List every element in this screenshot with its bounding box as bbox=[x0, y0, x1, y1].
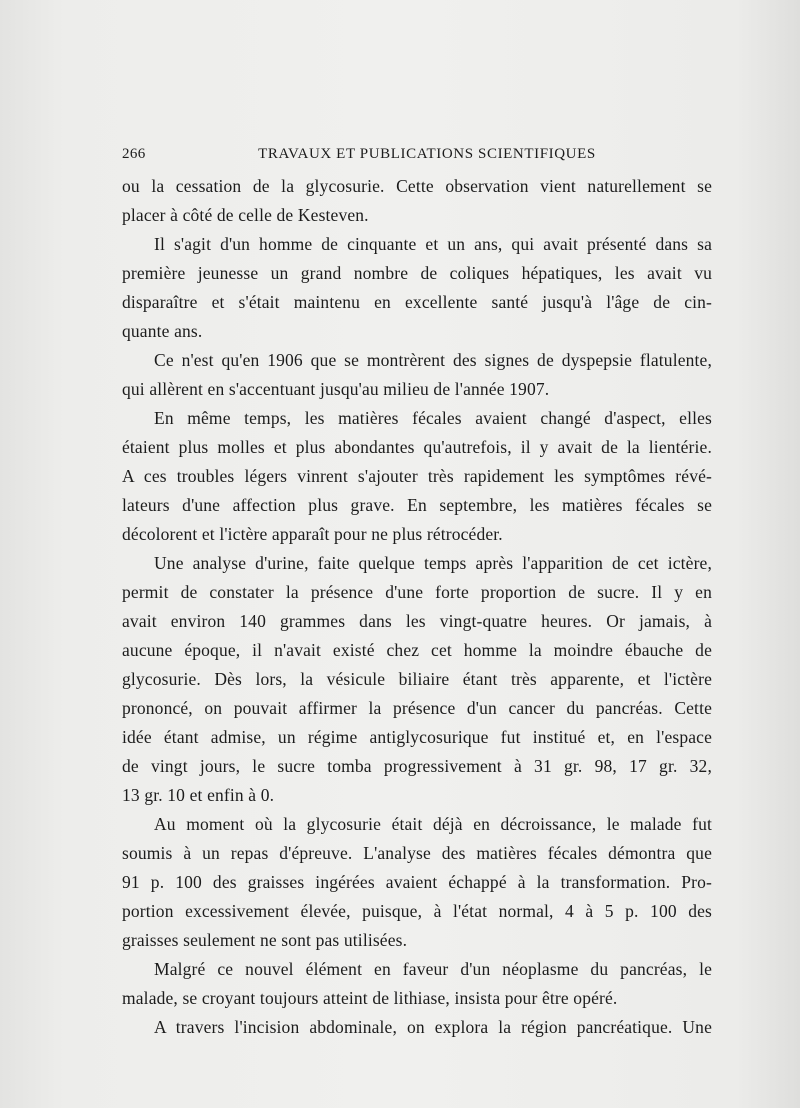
text-line: qui allèrent en s'accentuant jusqu'au milieu de l'année 1907. bbox=[122, 379, 550, 399]
text-line: ou la cessation de la glycosurie. Cette observation vient naturellement se bbox=[122, 176, 712, 196]
running-title: TRAVAUX ET PUBLICATIONS SCIENTIFIQUES bbox=[258, 146, 596, 162]
text-line: étaient plus molles et plus abondantes qu'autrefois, il y avait de la lientérie. bbox=[122, 437, 712, 457]
text-line: 13 gr. 10 et enfin à 0. bbox=[122, 785, 275, 805]
text-line: aucune époque, il n'avait existé chez cet homme la moindre ébauche de bbox=[122, 640, 712, 660]
text-line: soumis à un repas d'épreuve. L'analyse des matières fécales démontra que bbox=[122, 843, 712, 863]
text-line: En même temps, les matières fécales avaient changé d'aspect, elles bbox=[154, 408, 712, 428]
text-line: Une analyse d'urine, faite quelque temps après l'apparition de cet ictère, bbox=[154, 553, 712, 573]
text-line: Il s'agit d'un homme de cinquante et un ans, qui avait présenté dans sa bbox=[154, 234, 712, 254]
text-line: idée étant admise, un régime antiglycosurique fut institué et, en l'espace bbox=[122, 727, 712, 747]
text-line: graisses seulement ne sont pas utilisées. bbox=[122, 930, 408, 950]
text-line: quante ans. bbox=[122, 321, 203, 341]
body-text bbox=[122, 172, 712, 1042]
text-line: Au moment où la glycosurie était déjà en décroissance, le malade fut bbox=[154, 814, 712, 834]
text-line: disparaître et s'était maintenu en excellente santé jusqu'à l'âge de cin- bbox=[122, 292, 712, 312]
text-line: de vingt jours, le sucre tomba progressivement à 31 gr. 98, 17 gr. 32, bbox=[122, 756, 712, 776]
text-line: portion excessivement élevée, puisque, à l'état normal, 4 à 5 p. 100 des bbox=[122, 901, 712, 921]
text-line: première jeunesse un grand nombre de coliques hépatiques, les avait vu bbox=[122, 263, 712, 283]
text-line: permit de constater la présence d'une forte proportion de sucre. Il y en bbox=[122, 582, 712, 602]
text-line: Ce n'est qu'en 1906 que se montrèrent des signes de dyspepsie flatulente, bbox=[154, 350, 712, 370]
text-line: avait environ 140 grammes dans les vingt-quatre heures. Or jamais, à bbox=[122, 611, 712, 631]
page-number: 266 bbox=[122, 146, 146, 162]
text-line: décolorent et l'ictère apparaît pour ne plus rétrocéder. bbox=[122, 524, 503, 544]
page-header bbox=[122, 146, 712, 168]
text-line: placer à côté de celle de Kesteven. bbox=[122, 205, 369, 225]
text-line: lateurs d'une affection plus grave. En septembre, les matières fécales se bbox=[122, 495, 712, 515]
text-line: A ces troubles légers vinrent s'ajouter très rapidement les symptômes révé- bbox=[122, 466, 712, 486]
text-line: prononcé, on pouvait affirmer la présence d'un cancer du pancréas. Cette bbox=[122, 698, 712, 718]
text-line: malade, se croyant toujours atteint de lithiase, insista pour être opéré. bbox=[122, 988, 618, 1008]
text-line: glycosurie. Dès lors, la vésicule biliaire étant très apparente, et l'ictère bbox=[122, 669, 712, 689]
text-line: 91 p. 100 des graisses ingérées avaient échappé à la transformation. Pro- bbox=[122, 872, 712, 892]
text-line: A travers l'incision abdominale, on explora la région pancréatique. Une bbox=[154, 1017, 712, 1037]
text-line: Malgré ce nouvel élément en faveur d'un néoplasme du pancréas, le bbox=[154, 959, 712, 979]
